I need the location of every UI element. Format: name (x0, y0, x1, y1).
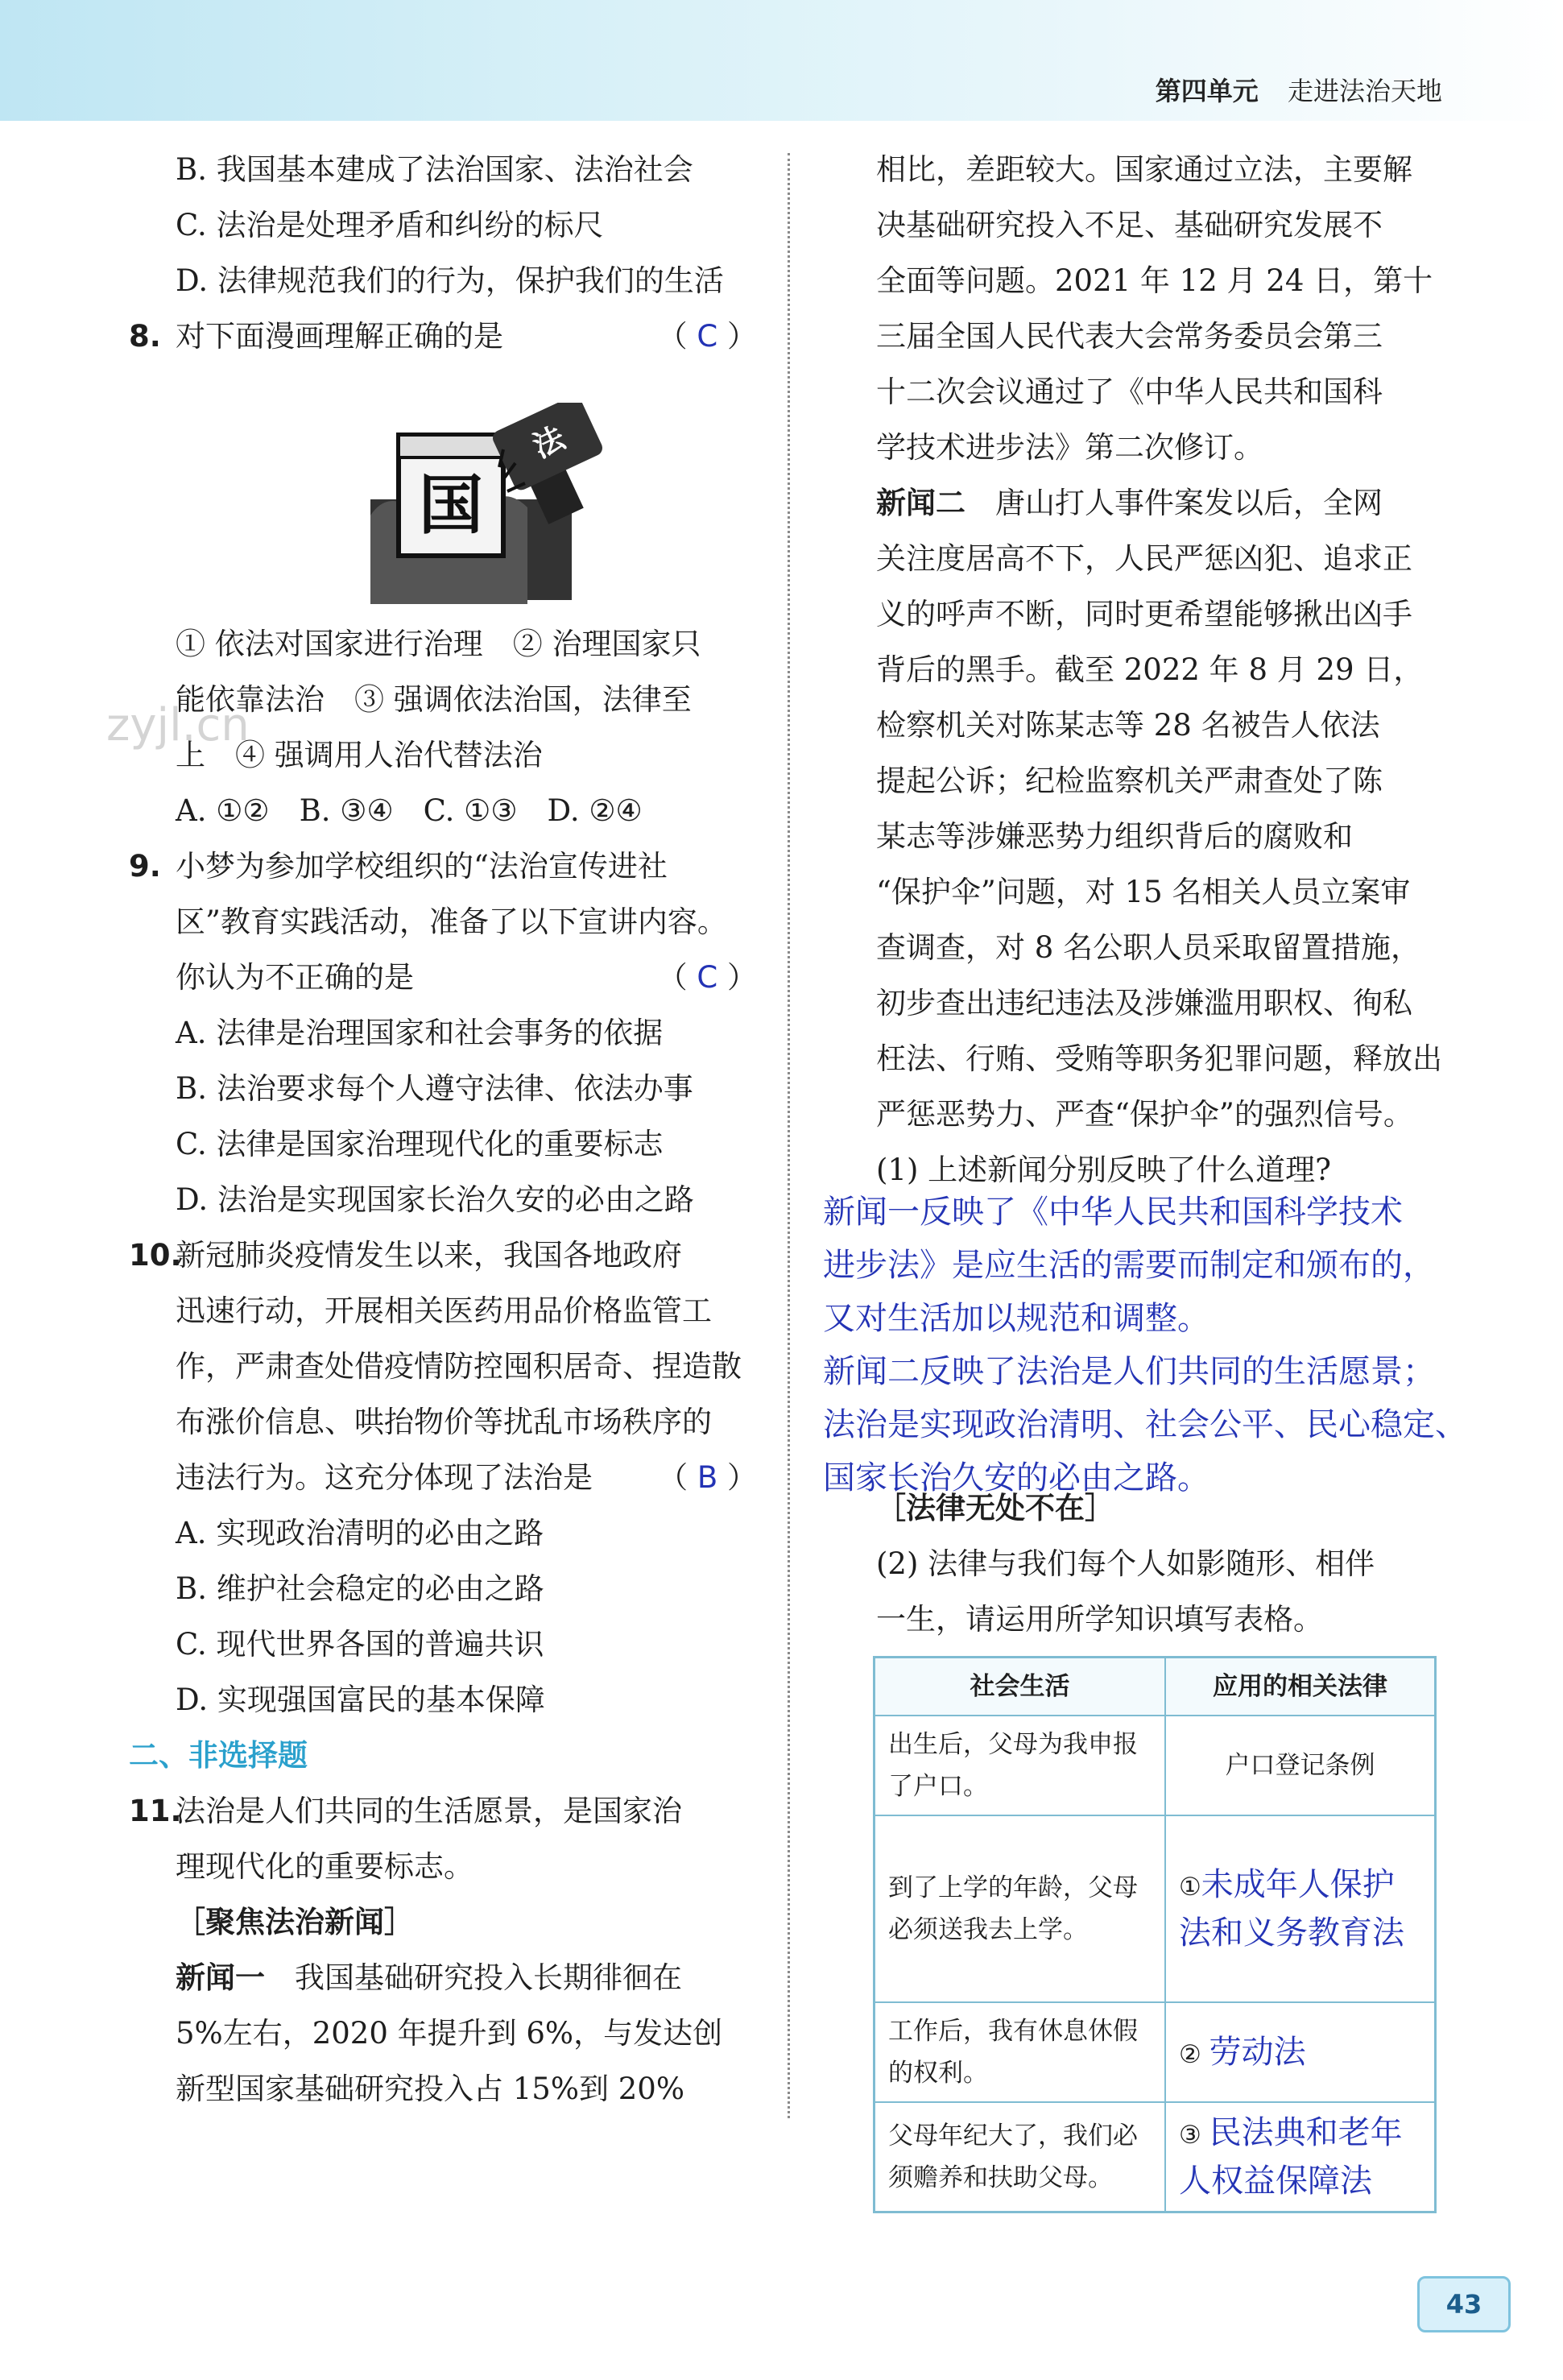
life-cell: 工作后，我有休息休假的权利。 (875, 2002, 1165, 2102)
blank-marker: ② (1178, 2040, 1201, 2069)
header-social-life: 社会生活 (875, 1658, 1165, 1716)
handwritten-law: 未成年人保护法和义务教育法 (1178, 1866, 1404, 1952)
law-cell (1165, 2102, 1436, 2212)
news1-cont-3: 全面等问题。2021 年 12 月 24 日，第十 (876, 263, 1433, 298)
law-cell (1165, 1815, 1436, 2002)
section-heading: 二、非选择题 (129, 1738, 308, 1773)
cartoon-illustration (338, 403, 660, 604)
news2-line-10: 初步查出违纪违法及涉嫌滥用职权、徇私 (876, 986, 1412, 1020)
life-cell: 到了上学的年龄，父母必须送我去上学。 (875, 1815, 1165, 2002)
table-row (875, 2002, 1436, 2102)
q10-line-3: 作，严肃查处借疫情防控囤积居奇、捏造散 (176, 1349, 742, 1384)
life-cell: 出生后，父母为我申报了户口。 (875, 1716, 1165, 1815)
answer1-line-3: 又对生活加以规范和调整。 (823, 1300, 1209, 1337)
news2-line-4: 背后的黑手。截至 2022 年 8 月 29 日， (876, 652, 1424, 687)
blank-marker: ③ (1178, 2120, 1201, 2150)
handwritten-law: 民法典和老年人权益保障法 (1178, 2113, 1403, 2200)
news2-line-7: 某志等涉嫌恶势力组织背后的腐败和 (876, 819, 1353, 854)
focus-news-tag: ［聚焦法治新闻］ (176, 1905, 414, 1939)
q7-option-c: C. 法治是处理矛盾和纠纷的标尺 (176, 208, 604, 242)
sub-question-2-line-1: (2) 法律与我们每个人如影随形、相伴 (876, 1546, 1375, 1581)
unit-title: 走进法治天地 (1287, 76, 1442, 106)
table-header-row (875, 1658, 1436, 1716)
q9-option-b: B. 法治要求每个人遵守法律、依法办事 (176, 1071, 693, 1106)
left-column-lower (129, 616, 757, 2117)
q9-number: 9. (129, 849, 161, 884)
unit-label: 第四单元 (1155, 76, 1259, 106)
news2-line-11: 枉法、行贿、受贿等职务犯罪问题，释放出 (876, 1041, 1442, 1076)
q10-line-4: 布涨价信息、哄抬物价等扰乱市场秩序的 (176, 1405, 712, 1439)
sub-question-1: (1) 上述新闻分别反映了什么道理? (876, 1153, 1332, 1187)
law-cell (1165, 2002, 1436, 2102)
news1-line-1: 新闻一 我国基础研究投入长期徘徊在 (176, 1960, 682, 1995)
law-table (873, 1656, 1437, 2213)
news2-line-2: 关注度居高不下，人民严惩凶犯、追求正 (876, 541, 1412, 576)
q10-line-2: 迅速行动，开展相关医药用品价格监管工 (176, 1293, 712, 1328)
answer1-line-4: 新闻二反映了法治是人们共同的生活愿景； (823, 1353, 1435, 1390)
q7-option-d: D. 法律规范我们的行为，保护我们的生活 (176, 263, 724, 298)
answer1-line-6: 国家长治久安的必由之路。 (823, 1459, 1209, 1496)
q9-answer-bracket: （ C ） (657, 960, 757, 995)
q10-option-c: C. 现代世界各国的普遍共识 (176, 1627, 544, 1662)
q9-option-c: C. 法律是国家治理现代化的重要标志 (176, 1127, 664, 1161)
q10-number: 10. (129, 1238, 182, 1273)
news2-label: 新闻二 (876, 486, 966, 520)
q8-answer: C (697, 319, 718, 354)
q11-number: 11. (129, 1794, 182, 1828)
news2-line-1: 新闻二 唐山打人事件案发以后，全网 (876, 486, 1383, 520)
q8-answer-bracket: （ C ） (657, 319, 757, 354)
q8-stem (129, 308, 757, 364)
q11-line-2: 理现代化的重要标志。 (176, 1849, 473, 1884)
q11-line-1: 11.法治是人们共同的生活愿景，是国家治 (129, 1783, 757, 1839)
q10-answer-bracket: （ B ） (658, 1460, 757, 1495)
q8-item-line-3: 上 ④ 强调用人治代替法治 (176, 738, 543, 772)
q10-option-b: B. 维护社会稳定的必由之路 (176, 1571, 544, 1606)
column-divider (788, 153, 790, 2118)
q8-options: A. ①② B. ③④ C. ①③ D. ②④ (176, 793, 643, 828)
news1-label: 新闻一 (176, 1960, 265, 1995)
q10-option-d: D. 实现强国富民的基本保障 (176, 1683, 545, 1717)
q10-option-a: A. 实现政治清明的必由之路 (176, 1516, 544, 1550)
news1-line-2: 5%左右，2020 年提升到 6%，与发达创 (176, 2016, 723, 2051)
life-cell: 父母年纪大了，我们必须赡养和扶助父母。 (875, 2102, 1165, 2212)
news1-cont-4: 三届全国人民代表大会常务委员会第三 (876, 319, 1383, 354)
right-column (829, 142, 1474, 1198)
news1-cont-1: 相比，差距较大。国家通过立法，主要解 (876, 152, 1412, 187)
q9-answer: C (697, 960, 718, 995)
q9-option-a: A. 法律是治理国家和社会事务的依据 (176, 1016, 664, 1050)
q9-line-1: 9. 小梦为参加学校组织的“法治宣传进社 (129, 838, 757, 894)
news1-cont-2: 决基础研究投入不足、基础研究发展不 (876, 208, 1383, 242)
q8-item-line-1: ① 依法对国家进行治理 ② 治理国家只 (176, 627, 701, 661)
handwritten-law: 劳动法 (1209, 2034, 1306, 2071)
blank-marker: ① (1178, 1873, 1201, 1902)
q9-line-3: 你认为不正确的是 （ C ） (129, 950, 757, 1005)
cartoon-block-char: 国 (419, 468, 483, 543)
cartoon-hammer-char: 法 (527, 420, 571, 466)
page-number: 43 (1417, 2276, 1511, 2332)
answer1-line-1: 新闻一反映了《中华人民共和国科学技术 (823, 1194, 1403, 1231)
header-related-law: 应用的相关法律 (1165, 1658, 1436, 1716)
q9-line-2: 区”教育实践活动，准备了以下宣讲内容。 (176, 904, 727, 939)
q10-line-5: 违法行为。这充分体现了法治是 （ B ） (129, 1450, 757, 1505)
news1-cont-5: 十二次会议通过了《中华人民共和国科 (876, 375, 1383, 409)
news2-line-9: 查调查，对 8 名公职人员采取留置措施， (876, 930, 1421, 965)
running-header (1156, 71, 1442, 108)
news2-line-3: 义的呼声不断，同时更希望能够揪出凶手 (876, 597, 1412, 631)
answer1-line-2: 进步法》是应生活的需要而制定和颁布的， (823, 1247, 1435, 1284)
q9-option-d: D. 法治是实现国家长治久安的必由之路 (176, 1182, 694, 1217)
answer1-line-5: 法治是实现政治清明、社会公平、民心稳定、 (823, 1406, 1467, 1443)
q8-text: 对下面漫画理解正确的是 (176, 319, 503, 354)
right-column-lower (829, 1480, 1474, 1647)
left-column (129, 142, 757, 364)
table-row (875, 2102, 1436, 2212)
news2-line-8: “保护伞”问题，对 15 名相关人员立案审 (876, 875, 1411, 909)
table-row (875, 1716, 1436, 1815)
news2-line-5: 检察机关对陈某志等 28 名被告人依法 (876, 708, 1380, 743)
q10-answer: B (697, 1460, 718, 1495)
news2-line-12: 严惩恶势力、严查“保护伞”的强烈信号。 (876, 1097, 1413, 1132)
law-cell: 户口登记条例 (1165, 1716, 1436, 1815)
table-row (875, 1815, 1436, 2002)
news1-line-3: 新型国家基础研究投入占 15%到 20% (176, 2072, 684, 2106)
news2-line-6: 提起公诉；纪检监察机关严肃查处了陈 (876, 764, 1383, 798)
q8-number: 8. (129, 319, 161, 354)
q10-line-1: 10.新冠肺炎疫情发生以来，我国各地政府 (129, 1227, 757, 1283)
q7-option-b: B. 我国基本建成了法治国家、法治社会 (176, 152, 693, 187)
handwritten-answer-1 (823, 1186, 1548, 1505)
news1-cont-6: 学技术进步法》第二次修订。 (876, 430, 1263, 465)
q8-item-line-2: 能依靠法治 ③ 强调依法治国，法律至 (176, 682, 692, 717)
watermark: zyjl.cn (106, 699, 250, 751)
sub-question-2-line-2: 一生，请运用所学知识填写表格。 (876, 1602, 1323, 1637)
law-everywhere-tag: ［法律无处不在］ (876, 1491, 1114, 1525)
